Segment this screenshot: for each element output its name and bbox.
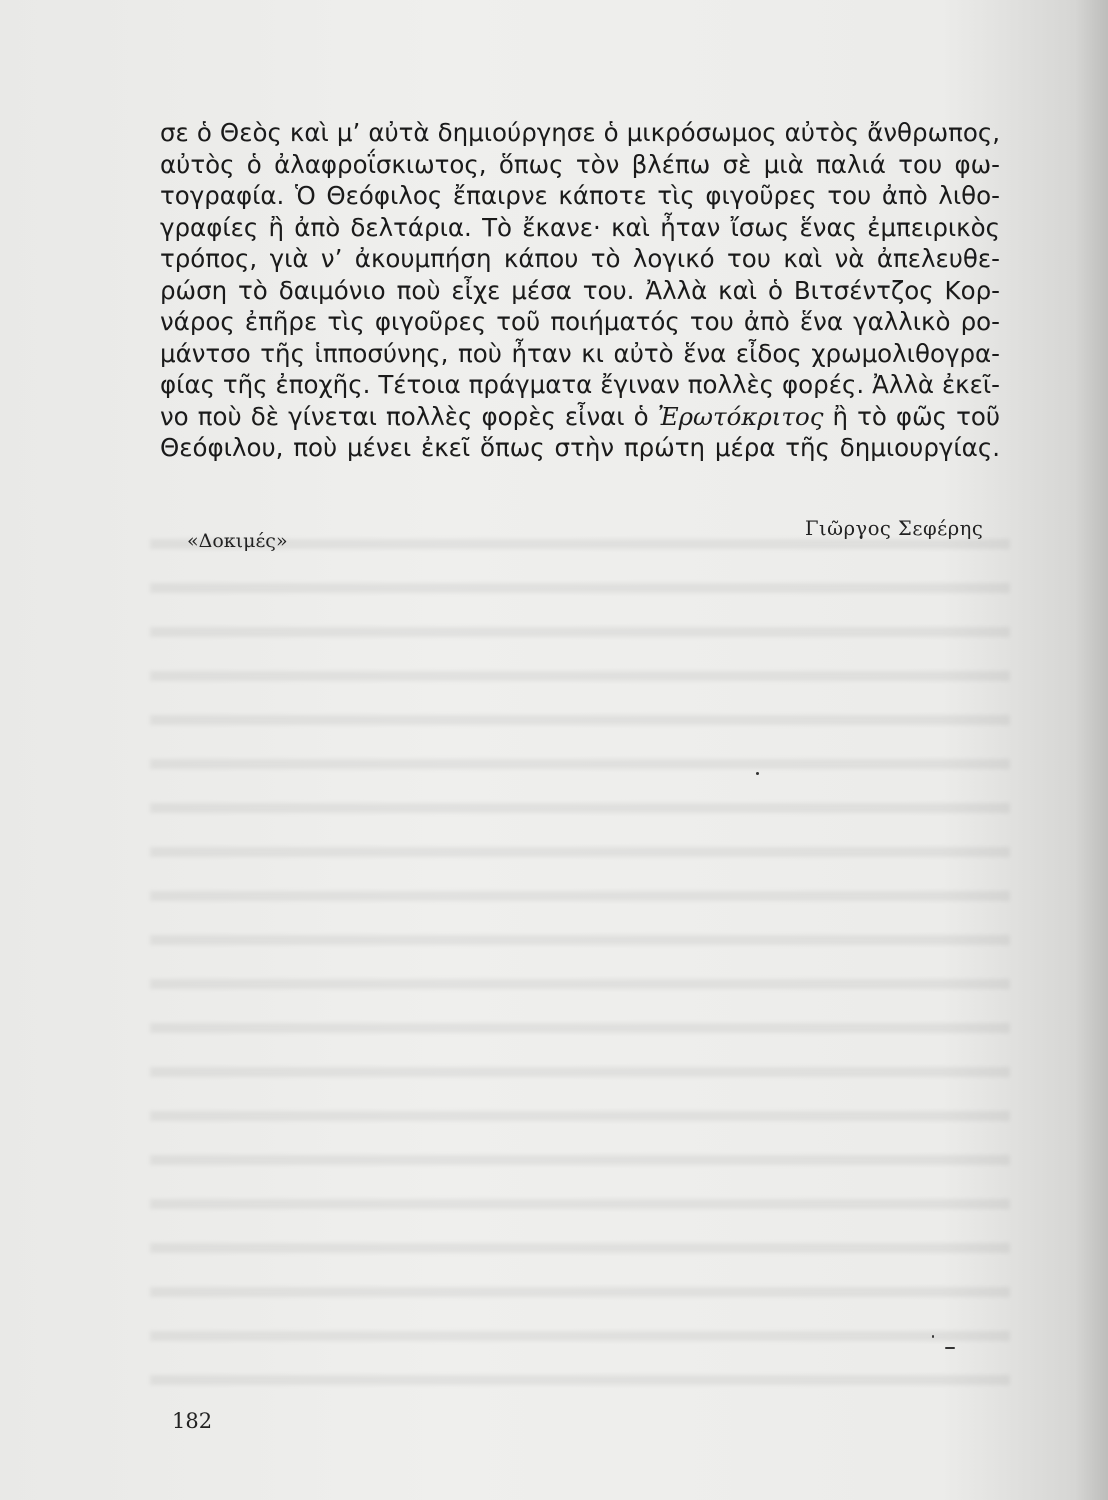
scan-speck bbox=[932, 1335, 934, 1338]
work-title: Ἐρωτόκριτος bbox=[657, 401, 824, 431]
text-line-10-end: ἢ τὸ φῶς τοῦ bbox=[823, 401, 1000, 431]
text-line-1: σε ὁ Θεὸς καὶ μ’ αὐτὰ δημιούργησε ὁ μικρόσωμος αὐτὸς ἄνθρωπος, bbox=[160, 118, 1000, 147]
scan-speck bbox=[756, 772, 759, 775]
source-citation: «Δοκιμές» bbox=[187, 530, 288, 552]
author-signature: Γιῶργος Σεφέρης bbox=[805, 517, 984, 540]
text-line-5: τρόπος, γιὰ ν’ ἀκουμπήση κάπου τὸ λογικό του καὶ νὰ ἀπελευθε- bbox=[160, 244, 1000, 273]
text-line-2: αὐτὸς ὁ ἀλαφροΐσκιωτος, ὅπως τὸν βλέπω σὲ μιὰ παλιά του φω- bbox=[160, 149, 1000, 179]
text-line-10-start: νο ποὺ δὲ γίνεται πολλὲς φορὲς εἶναι ὁ bbox=[160, 401, 658, 431]
text-line-9: φίας τῆς ἐποχῆς. Τέτοια πράγματα ἔγιναν πολλὲς φορές. Ἀλλὰ ἐκεῖ- bbox=[160, 370, 1000, 399]
scan-speck bbox=[945, 1347, 955, 1349]
text-line-7: νάρος ἐπῆρε τὶς φιγοῦρες τοῦ ποιήματός του ἀπὸ ἕνα γαλλικὸ ρο- bbox=[160, 307, 1000, 336]
text-line-11: Θεόφιλου, ποὺ μένει ἐκεῖ ὅπως στὴν πρώτη μέρα τῆς δημιουργίας. bbox=[160, 433, 1000, 462]
essay-paragraph bbox=[160, 117, 1000, 464]
text-line-6: ρώση τὸ δαιμόνιο ποὺ εἶχε μέσα του. Ἀλλὰ καὶ ὁ Βιτσέντζος Κορ- bbox=[160, 275, 1000, 305]
text-line-10 bbox=[160, 401, 1000, 433]
show-through-text bbox=[150, 505, 1010, 1375]
text-line-3: τογραφία. Ὁ Θεόφιλος ἔπαιρνε κάποτε τὶς φιγοῦρες του ἀπὸ λιθο- bbox=[160, 181, 1000, 210]
page-number: 182 bbox=[172, 1409, 213, 1433]
text-line-8: μάντσο τῆς ἱπποσύνης, ποὺ ἦταν κι αὐτὸ ἕνα εἶδος χρωμολιθογρα- bbox=[160, 338, 1000, 368]
text-line-4: γραφίες ἢ ἀπὸ δελτάρια. Τὸ ἔκανε· καὶ ἦταν ἴσως ἕνας ἐμπειρικὸς bbox=[160, 212, 1000, 242]
